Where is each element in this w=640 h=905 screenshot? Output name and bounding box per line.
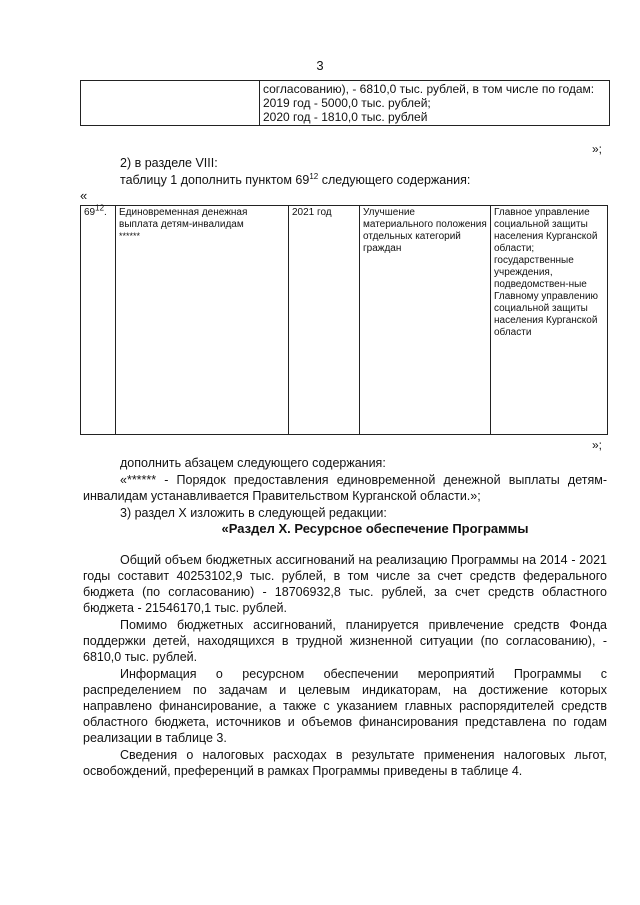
close-quote: »; <box>592 438 603 452</box>
paragraph-4: Сведения о налоговых расходах в результате применения налоговых льгот, освобождений, преференций в рамках Программы приведены в таблице 4. <box>83 748 607 778</box>
paragraph-3: Информация о ресурсном обеспечении мероприятий Программы с распределением по задачам и целевым индикаторам, на достижение которых направлено финансирование, а также с указанием главных распорядителей средств областного бюджета, источников и объемов финансирования представлена по годам реализации в таблице 3. <box>83 667 607 745</box>
section-heading: «Раздел X. Ресурсное обеспечение Программы <box>221 521 529 536</box>
top-table-line: согласованию), - 6810,0 тыс. рублей, в том числе по годам: <box>263 82 595 96</box>
top-table-text-cell <box>260 81 610 126</box>
section2-instruction: таблицу 1 дополнить пунктом $69^{12}$ следующего содержания: <box>120 171 471 187</box>
top-table-empty-cell <box>81 81 260 126</box>
close-quote: »; <box>592 142 603 156</box>
top-table-fragment <box>80 80 610 126</box>
section2-title: 2) в разделе VIII: <box>120 156 218 170</box>
page-number: 3 <box>316 58 324 73</box>
section3-title: 3) раздел X изложить в следующей редакции: <box>120 506 387 520</box>
top-table-line: 2019 год - 5000,0 тыс. рублей; <box>263 96 431 110</box>
add-paragraph-line: дополнить абзацем следующего содержания: <box>120 456 386 470</box>
row69-table <box>80 205 608 435</box>
footnote-stars: ****** <box>119 231 141 241</box>
row-name-cell: Единовременная денежная выплата детям-инвалидам ****** <box>116 206 289 435</box>
row-result-cell: Улучшение материального положения отдельных категорий граждан <box>360 206 491 435</box>
row-number-cell: $69^{12}$. <box>81 206 116 435</box>
top-table-line: 2020 год - 1810,0 тыс. рублей <box>263 110 428 124</box>
paragraph-1: Общий объем бюджетных ассигнований на реализацию Программы на 2014 - 2021 годы составит 40253102,9 тыс. рублей, в том числе за счет средств федерального бюджета (по согласованию) - 18706932,8 тыс. рублей, за счет средств областного бюджета - 21546170,1 тыс. рублей. <box>83 553 607 615</box>
row-year-cell: 2021 год <box>289 206 360 435</box>
footnote-paragraph: «****** - Порядок предоставления единовременной денежной выплаты детям-инвалидам устанавливается Правительством Курганской области.»; <box>83 473 607 503</box>
open-quote: « <box>80 188 88 203</box>
paragraph-2: Помимо бюджетных ассигнований, планируется привлечение средств Фонда поддержки детей, находящихся в трудной жизненной ситуации (по согласованию), - 6810,0 тыс. рублей. <box>83 618 607 664</box>
table-row <box>81 206 608 435</box>
row-executor-cell: Главное управление социальной защиты населения Курганской области; государственные учреждения, подведомствен-ные Главному управлению социальной защиты населения Курганской области <box>491 206 608 435</box>
